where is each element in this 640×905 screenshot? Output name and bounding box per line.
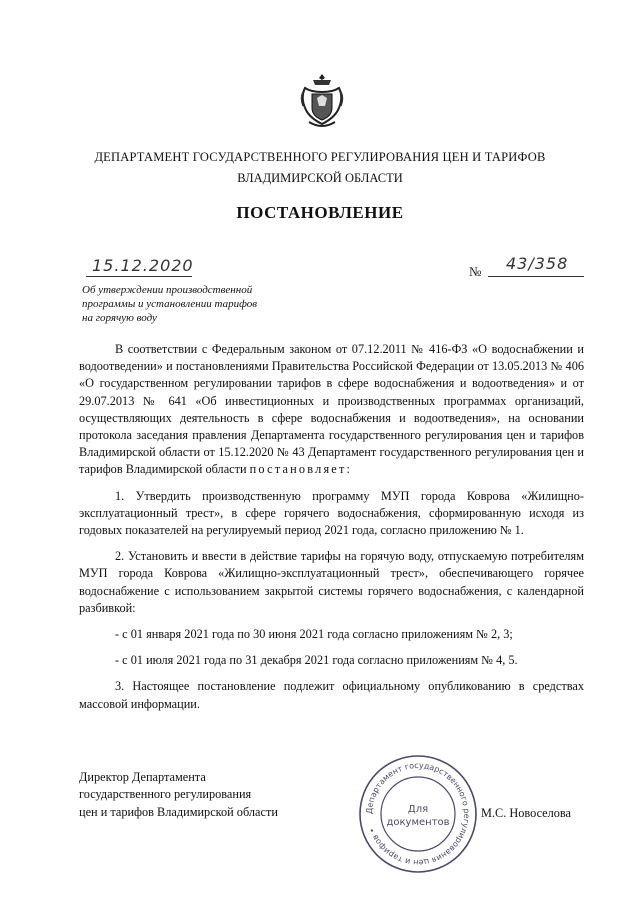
subject-line: программы и установлении тарифов	[82, 298, 258, 310]
department-name-line1: ДЕПАРТАМЕНТ ГОСУДАРСТВЕННОГО РЕГУЛИРОВАНИЯ ЦЕН И ТАРИФОВ	[94, 150, 546, 164]
signer-line: государственного регулирования	[79, 787, 252, 802]
svg-text:Департамент государственного р: Департамент государственного регулирования цен и тарифов •	[364, 760, 472, 868]
preamble-paragraph	[79, 341, 584, 479]
svg-text:документов: документов	[386, 817, 450, 828]
subject-line: Об утверждении производственной	[82, 284, 253, 296]
department-name-line2: ВЛАДИМИРСКОЙ ОБЛАСТИ	[237, 171, 403, 185]
document-subject	[82, 283, 302, 325]
document-date: 15.12.2020	[92, 256, 194, 275]
svg-text:Для: Для	[407, 804, 429, 815]
period-2: - с 01 июля 2021 года по 31 декабря 2021 года согласно приложениям № 4, 5.	[115, 653, 518, 668]
number-sign: №	[469, 264, 482, 279]
document-title: ПОСТАНОВЛЕНИЕ	[236, 203, 404, 222]
subject-line: на горячую воду	[82, 312, 157, 324]
official-stamp	[356, 752, 480, 876]
item-2: 2. Установить и ввести в действие тарифы на горячую воду, отпускаемую потребителям МУП города Коврова «Жилищно-эксплуатационный трест», обеспечивающего горячее водоснабжение с использованием закрытой системы горячего водоснабжения, с календарной разбивкой:	[79, 549, 584, 615]
signer-line: цен и тарифов Владимирской области	[79, 804, 278, 819]
number-underline	[488, 276, 584, 277]
item-1: 1. Утвердить производственную программу МУП города Коврова «Жилищно-эксплуатационный трест», в сфере горячего водоснабжения, сформированную исходя из годовых показателей на регулируемый период 2021 года, согласно приложению № 1.	[79, 488, 584, 538]
document-number: 43/358	[506, 254, 569, 273]
signer-line: Директор Департамента	[79, 770, 206, 784]
coat-of-arms-icon	[299, 72, 345, 132]
signer-position	[79, 769, 349, 821]
resolves-word: постановляет:	[249, 462, 353, 477]
preamble-text: В соответствии с Федеральным законом от 07.12.2011 № 416-ФЗ «О водоснабжении и водоотведении» и постановлениями Правительства Российской Федерации от 13.05.2013 № 406 «О государственном регулировании тарифов в сфере водоснабжения и водоотведения» и от 29.07.2013 № 641 «Об инвестиционных и производственных программах организаций, осуществляющих деятельность в сфере водоснабжения и водоотведения», на основании протокола заседания правления Департамента государственного регулирования цен и тарифов Владимирской области от 15.12.2020 № 43 Департамент государственного регулирования цен и тарифов Владимирской области	[79, 342, 584, 477]
document-body	[79, 341, 584, 713]
period-1: - с 01 января 2021 года по 30 июня 2021 года согласно приложениям № 2, 3;	[115, 627, 513, 642]
item-3: 3. Настоящее постановление подлежит официальному опубликованию в средствах массовой информации.	[79, 679, 584, 711]
signer-name: М.С. Новоселова	[481, 806, 572, 820]
date-underline	[86, 276, 192, 277]
